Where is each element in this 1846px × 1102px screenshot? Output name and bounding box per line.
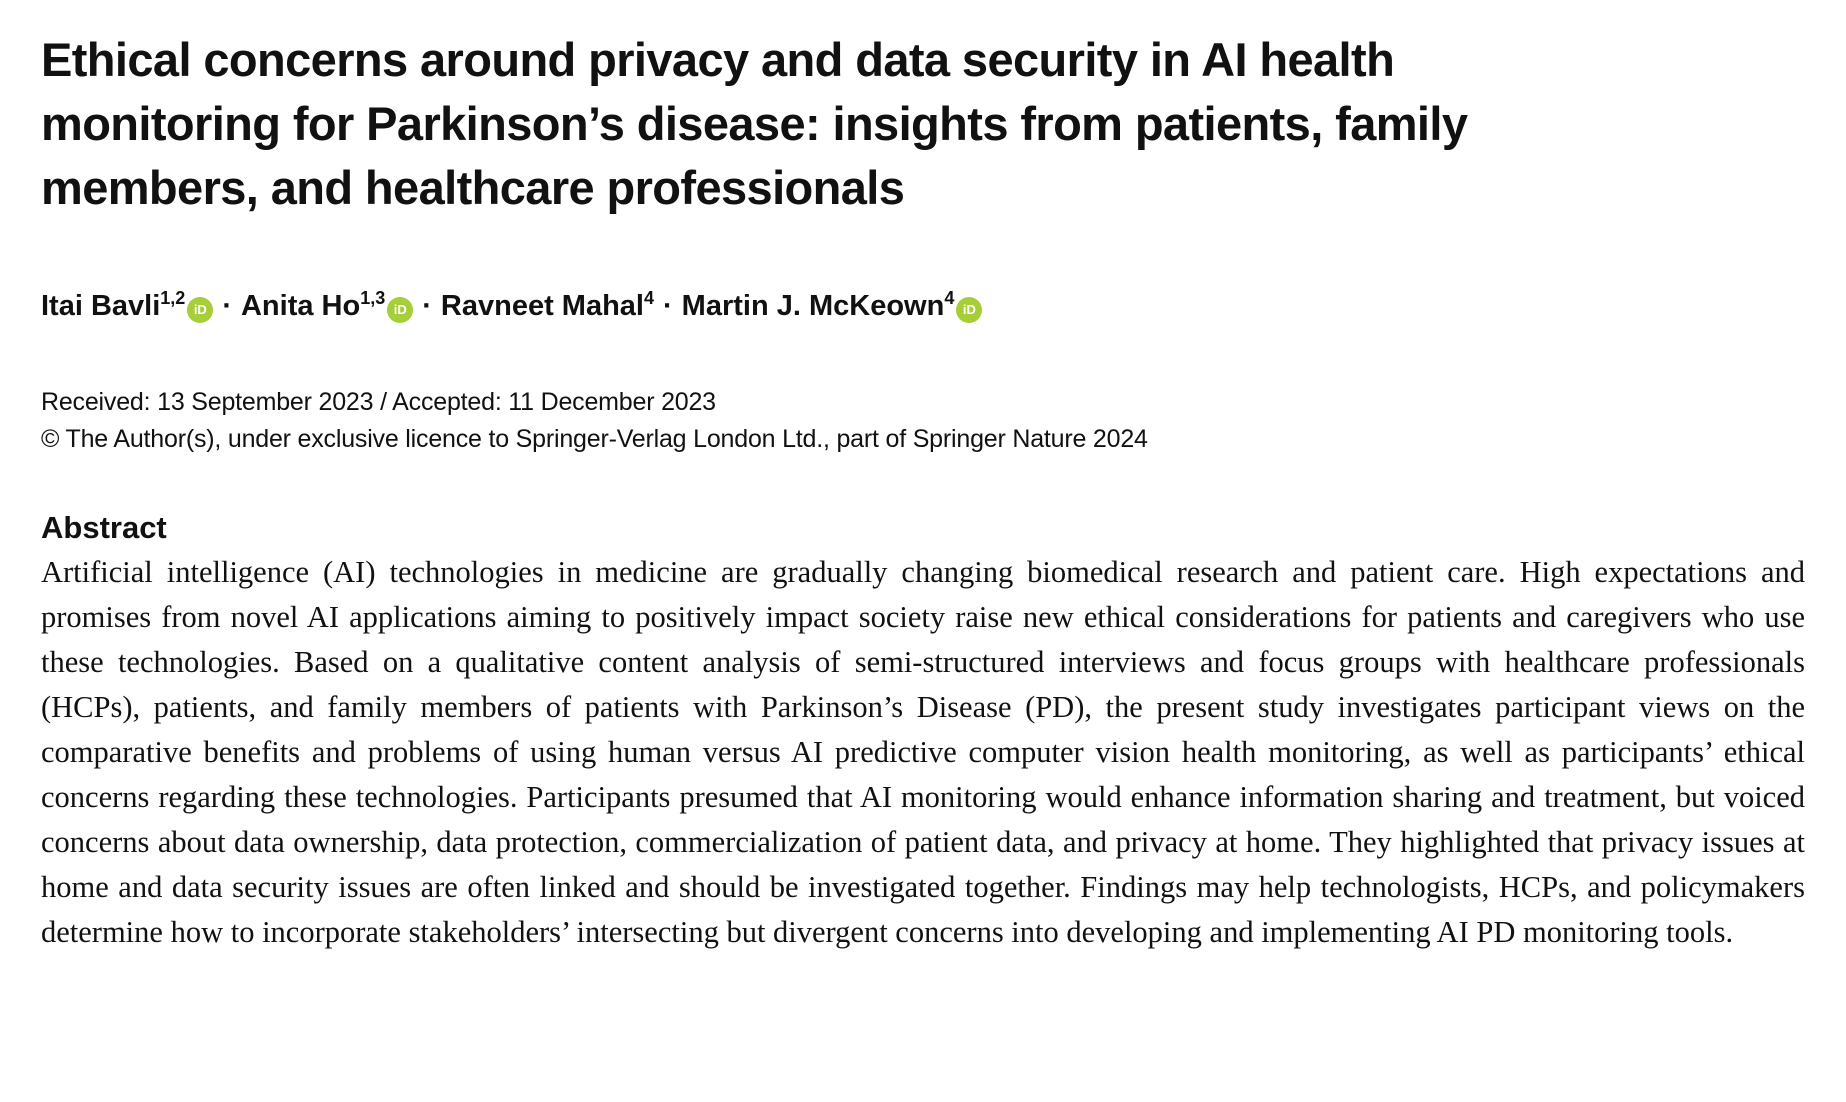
- author-affiliation: 4: [643, 288, 654, 308]
- author-anita-ho[interactable]: [241, 290, 413, 322]
- author-affiliation: 1,3: [360, 288, 386, 308]
- author-name[interactable]: Anita Ho: [240, 290, 361, 322]
- author-list: [41, 286, 1805, 326]
- author-name[interactable]: Ravneet Mahal: [440, 290, 644, 322]
- abstract-heading: Abstract: [41, 510, 167, 545]
- author-name[interactable]: Martin J. McKeown: [681, 290, 945, 322]
- orcid-icon[interactable]: iD: [387, 297, 413, 323]
- author-affiliation: 1,2: [160, 288, 186, 308]
- author-separator: ·: [222, 290, 232, 322]
- abstract-text: Artificial intelligence (AI) technologies in medicine are gradually changing biomedical research and patient care. High expectations and promises from novel AI applications aiming to positively impact society raise new ethical considerations for patients and caregivers who use these technologies. Based on a qualitative content analysis of semi-structured interviews and focus groups with healthcare professionals (HCPs), patients, and family members of patients with Parkinson’s Disease (PD), the present study investigates participant views on the comparative benefits and problems of using human versus AI predictive computer vision health monitoring, as well as participants’ ethical concerns regarding these technologies. Participants presumed that AI monitoring would enhance information sharing and treatment, but voiced concerns about data ownership, data protection, commercialization of patient data, and privacy at home. They highlighted that privacy issues at home and data security issues are often linked and should be investigated together. Findings may help technologists, HCPs, and policymakers determine how to incorporate stakeholders’ intersecting but divergent concerns into developing and implementing AI PD monitoring tools.: [41, 555, 1805, 949]
- author-affiliation: 4: [944, 288, 955, 308]
- author-itai-bavli[interactable]: [41, 290, 213, 322]
- orcid-icon[interactable]: iD: [956, 297, 982, 323]
- author-separator: ·: [663, 290, 673, 322]
- author-martin-mckeown[interactable]: [682, 290, 983, 322]
- author-ravneet-mahal[interactable]: [441, 290, 654, 322]
- orcid-icon[interactable]: iD: [187, 297, 213, 323]
- publication-meta: [41, 384, 1805, 458]
- copyright-notice: © The Author(s), under exclusive licence to Springer-Verlag London Ltd., part of Springer Nature 2024: [41, 425, 1148, 453]
- author-name[interactable]: Itai Bavli: [41, 290, 161, 322]
- received-accepted-dates: Received: 13 September 2023 / Accepted: 11 December 2023: [41, 388, 716, 416]
- author-separator: ·: [422, 290, 432, 322]
- article-page: [41, 28, 1805, 955]
- article-title: Ethical concerns around privacy and data security in AI health monitoring for Parkinson’s disease: insights from patients, family members, and healthcare professionals: [41, 33, 1468, 214]
